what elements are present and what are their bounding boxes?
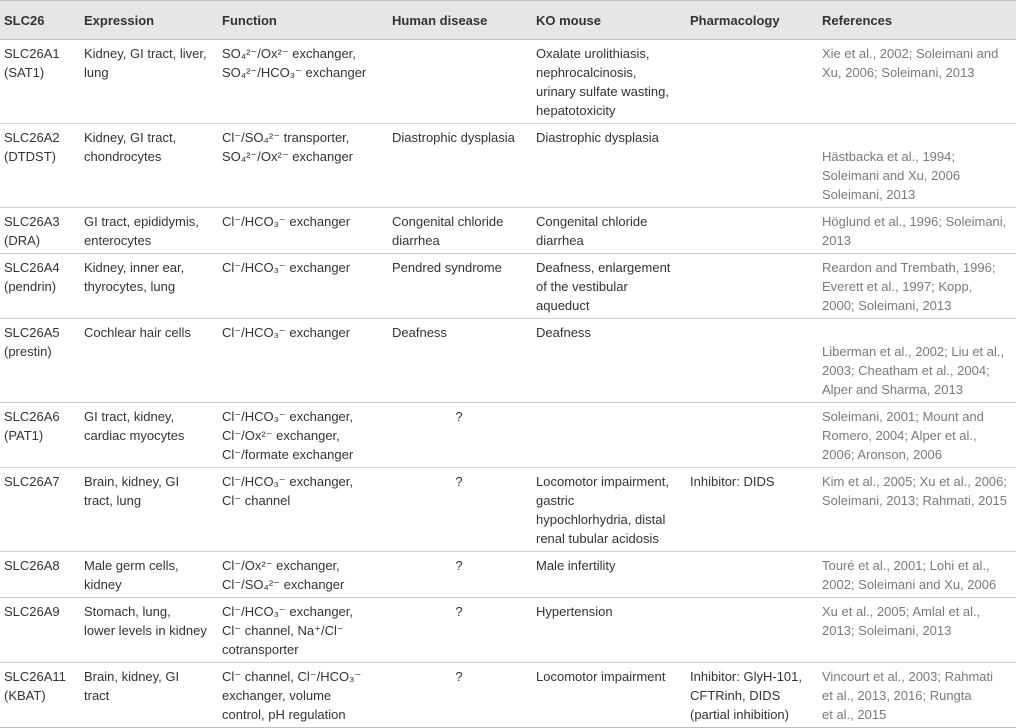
header-pharmacology: Pharmacology [686, 1, 818, 40]
table-row [0, 40, 1016, 124]
cell-expression: Kidney, GI tract, liver, lung [80, 40, 218, 124]
table-row [0, 552, 1016, 598]
cell-ko: Oxalate urolithiasis, nephrocalcinosis, urinary sulfate wasting, hepatotoxicity [532, 40, 686, 124]
header-expression: Expression [80, 1, 218, 40]
cell-references: Höglund et al., 1996; Soleimani, 2013 [818, 208, 1016, 254]
cell-ko: Locomotor impairment, gastric hypochlorhydria, distal renal tubular acidosis [532, 468, 686, 552]
cell-gene: SLC26A8 [0, 552, 80, 598]
cell-function: Cl⁻/HCO₃⁻ exchanger [218, 254, 388, 319]
cell-references: Xu et al., 2005; Amlal et al., 2013; Soleimani, 2013 [818, 598, 1016, 663]
cell-references: Vincourt et al., 2003; Rahmati et al., 2013, 2016; Rungta et al., 2015 [818, 663, 1016, 728]
cell-pharmacology [686, 403, 818, 468]
cell-references: Hästbacka et al., 1994; Soleimani and Xu, 2006 Soleimani, 2013 [818, 124, 1016, 208]
cell-expression: Cochlear hair cells [80, 319, 218, 403]
cell-ko: Deafness, enlargement of the vestibular aqueduct [532, 254, 686, 319]
cell-gene: SLC26A1 (SAT1) [0, 40, 80, 124]
cell-function: Cl⁻/SO₄²⁻ transporter, SO₄²⁻/Ox²⁻ exchanger [218, 124, 388, 208]
table-row [0, 208, 1016, 254]
header-references: References [818, 1, 1016, 40]
cell-references: Touré et al., 2001; Lohi et al., 2002; Soleimani and Xu, 2006 [818, 552, 1016, 598]
cell-references: Liberman et al., 2002; Liu et al., 2003; Cheatham et al., 2004; Alper and Sharma, 2013 [818, 319, 1016, 403]
cell-pharmacology: Inhibitor: DIDS [686, 468, 818, 552]
cell-disease: ? [388, 552, 532, 598]
cell-ko: Diastrophic dysplasia [532, 124, 686, 208]
cell-gene: SLC26A4 (pendrin) [0, 254, 80, 319]
cell-function: Cl⁻/HCO₃⁻ exchanger [218, 208, 388, 254]
cell-expression: Kidney, inner ear, thyrocytes, lung [80, 254, 218, 319]
header-ko-mouse: KO mouse [532, 1, 686, 40]
cell-expression: Stomach, lung, lower levels in kidney [80, 598, 218, 663]
cell-ko: Locomotor impairment [532, 663, 686, 728]
cell-disease: Diastrophic dysplasia [388, 124, 532, 208]
cell-function: Cl⁻/HCO₃⁻ exchanger, Cl⁻/Ox²⁻ exchanger, Cl⁻/formate exchanger [218, 403, 388, 468]
table-row [0, 254, 1016, 319]
cell-disease [388, 40, 532, 124]
cell-disease: ? [388, 403, 532, 468]
cell-expression: Kidney, GI tract, chondrocytes [80, 124, 218, 208]
header-row [0, 1, 1016, 40]
cell-pharmacology [686, 552, 818, 598]
cell-references: Soleimani, 2001; Mount and Romero, 2004; Alper et al., 2006; Aronson, 2006 [818, 403, 1016, 468]
cell-gene: SLC26A3 (DRA) [0, 208, 80, 254]
cell-disease: ? [388, 598, 532, 663]
cell-references: Kim et al., 2005; Xu et al., 2006; Soleimani, 2013; Rahmati, 2015 [818, 468, 1016, 552]
cell-disease: Congenital chloride diarrhea [388, 208, 532, 254]
table-row [0, 319, 1016, 403]
cell-ko [532, 403, 686, 468]
table-row [0, 124, 1016, 208]
header-slc26: SLC26 [0, 1, 80, 40]
cell-function: Cl⁻/HCO₃⁻ exchanger, Cl⁻ channel, Na⁺/Cl⁻ cotransporter [218, 598, 388, 663]
header-human-disease: Human disease [388, 1, 532, 40]
cell-function: Cl⁻/HCO₃⁻ exchanger, Cl⁻ channel [218, 468, 388, 552]
table-row [0, 663, 1016, 728]
cell-expression: Brain, kidney, GI tract [80, 663, 218, 728]
cell-expression: Brain, kidney, GI tract, lung [80, 468, 218, 552]
cell-function: SO₄²⁻/Ox²⁻ exchanger, SO₄²⁻/HCO₃⁻ exchanger [218, 40, 388, 124]
cell-references: Reardon and Trembath, 1996; Everett et al., 1997; Kopp, 2000; Soleimani, 2013 [818, 254, 1016, 319]
cell-ko: Congenital chloride diarrhea [532, 208, 686, 254]
table-row [0, 598, 1016, 663]
cell-pharmacology [686, 598, 818, 663]
cell-ko: Deafness [532, 319, 686, 403]
cell-pharmacology [686, 40, 818, 124]
cell-disease: ? [388, 468, 532, 552]
header-function: Function [218, 1, 388, 40]
cell-expression: Male germ cells, kidney [80, 552, 218, 598]
cell-gene: SLC26A6 (PAT1) [0, 403, 80, 468]
cell-gene: SLC26A11 (KBAT) [0, 663, 80, 728]
cell-gene: SLC26A5 (prestin) [0, 319, 80, 403]
cell-references: Xie et al., 2002; Soleimani and Xu, 2006; Soleimani, 2013 [818, 40, 1016, 124]
cell-function: Cl⁻/Ox²⁻ exchanger, Cl⁻/SO₄²⁻ exchanger [218, 552, 388, 598]
cell-gene: SLC26A7 [0, 468, 80, 552]
table-row [0, 403, 1016, 468]
cell-pharmacology [686, 208, 818, 254]
cell-function: Cl⁻ channel, Cl⁻/HCO₃⁻ exchanger, volume control, pH regulation [218, 663, 388, 728]
cell-pharmacology: Inhibitor: GlyH-101, CFTRinh, DIDS (partial inhibition) [686, 663, 818, 728]
table-row [0, 468, 1016, 552]
cell-ko: Male infertility [532, 552, 686, 598]
cell-pharmacology [686, 254, 818, 319]
cell-disease: ? [388, 663, 532, 728]
cell-pharmacology [686, 319, 818, 403]
table-body [0, 40, 1016, 728]
table-header [0, 1, 1016, 40]
cell-gene: SLC26A2 (DTDST) [0, 124, 80, 208]
cell-expression: GI tract, epididymis, enterocytes [80, 208, 218, 254]
cell-ko: Hypertension [532, 598, 686, 663]
cell-function: Cl⁻/HCO₃⁻ exchanger [218, 319, 388, 403]
cell-pharmacology [686, 124, 818, 208]
cell-expression: GI tract, kidney, cardiac myocytes [80, 403, 218, 468]
cell-disease: Deafness [388, 319, 532, 403]
cell-gene: SLC26A9 [0, 598, 80, 663]
cell-disease: Pendred syndrome [388, 254, 532, 319]
